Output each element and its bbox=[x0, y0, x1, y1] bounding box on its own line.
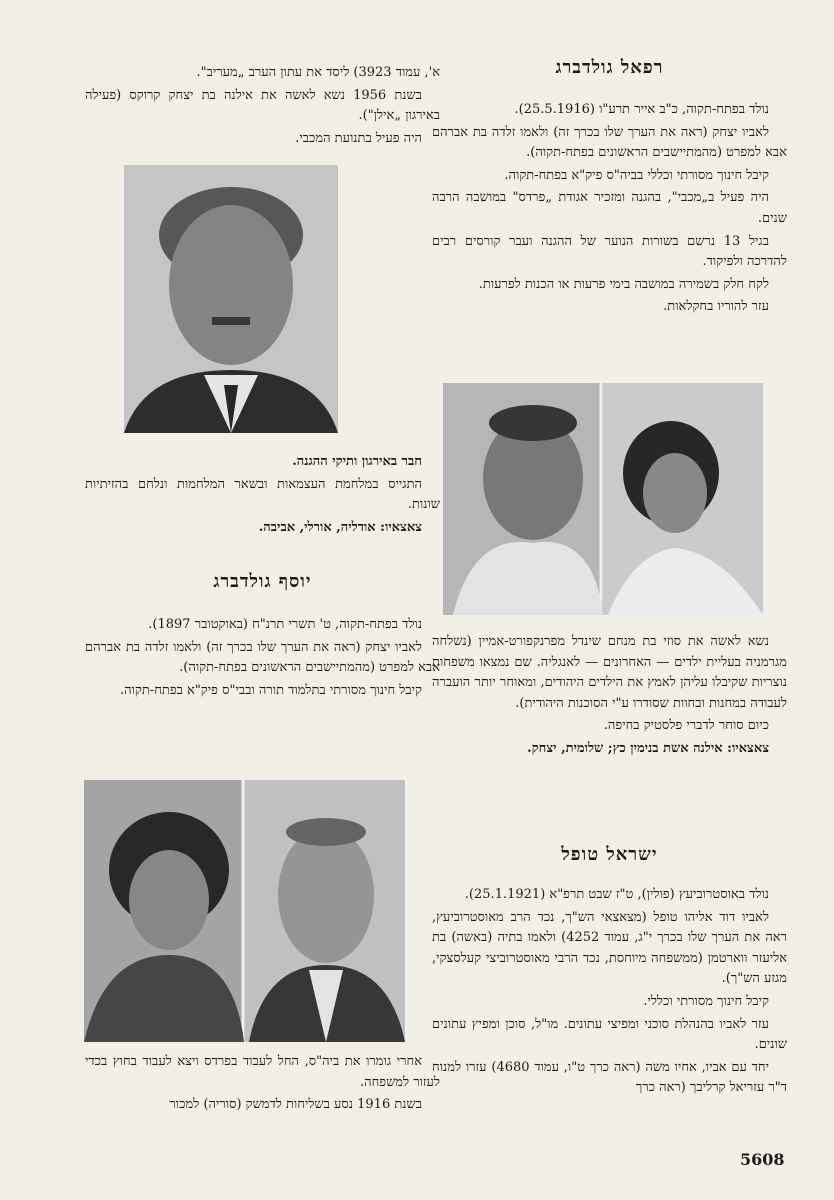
paragraph-descendants: צאצאיו: אילנה אשת בנימין כץ; שלומית, יצחק. bbox=[527, 740, 769, 756]
page-number: 5608 bbox=[740, 1150, 785, 1169]
paragraph: התגייס במלחמת העצמאות ובשאר המלחמות ונלחם בהזיתיות שונות. bbox=[85, 476, 440, 513]
paragraph: חבר באירגון ותיקי ההגנה. bbox=[292, 454, 422, 469]
couple-photo-rafael bbox=[443, 383, 763, 615]
paragraph: עזר לאביו בהנהלת סוכני ומפיצי עתונים. מו"ל, סוכן ומפיץ עתונים שונים. bbox=[432, 1016, 787, 1053]
paragraph: נשא לאשה את סוזי בת מנחם שינדל מפרנקפורט-אמיין (נשלחה מגרמניה בעליית ילדים — האחרונים — לאנגליה. שם נמצאו משפחות נוצריות שקיבלו עליהן לאמץ את הילדים היהודים, ומאוחר יותר הועברה לעבודה במחנות ובחוות שסודרו ע"י הסוכנות היהודית). bbox=[432, 634, 787, 711]
portrait-photo-man bbox=[124, 165, 338, 433]
paragraph: בשנת 1916 נסע בשליחות לדמשק (סוריה) למכור bbox=[169, 1097, 422, 1113]
paragraph: קיבל חינוך מסורתי וכללי. bbox=[643, 993, 769, 1009]
paragraph: לאביו יצחק (ראה את הערך שלו בכרך זה) ולאמו זלדה בת אברהם אבא למפרט (מהמתיישבים הראשונים בפתח-תקוה). bbox=[85, 639, 440, 676]
paragraph: עזר להוריו בחקלאות. bbox=[663, 299, 769, 315]
paragraph: נולד בפתח-תקוה, כ"ב אייר תרע"ו (25.5.1916). bbox=[514, 102, 769, 117]
paragraph: לאביו דוד אליהו טופל (מצאצאי הש"ך, נכד הרב מאוסטרוביעץ, ראה את הערך שלו בכרך י"ג, עמוד 4252) ולאמו בתיה (באשה) בת אליעזר ווארטמן (ממשפחה מיוחסת, נכד הרבי מאוסטרוביצי קעלסצקי, מגזע הש"ך). bbox=[432, 909, 787, 987]
portrait-photo-graphic bbox=[124, 165, 338, 433]
paragraph: כיום סוחר לדברי פלסטיק בחיפה. bbox=[603, 718, 769, 734]
paragraph: א', עמוד 3923) ליסד את עתון הערב „מעריב". bbox=[196, 65, 440, 80]
paragraph: בגיל 13 נרשם בשורות הנוער של ההגנה ועבר קורסים רבים להדרכה ולפיקוד. bbox=[432, 233, 787, 270]
paragraph: יחד עם אביו, אחיו משה (ראה כרך ט"ו, עמוד 4680) עזרו למנוח ד"ר עזריאל קרליבך (ראה כרך bbox=[432, 1059, 787, 1096]
paragraph-descendants: צאצאיו: אודליה, אורלי, אביבה. bbox=[258, 519, 422, 535]
paragraph: קיבל חינוך מסורתי בתלמוד תורה ובבי"ס פיק"א בפתח-תקוה. bbox=[119, 682, 422, 698]
couple-photo-graphic bbox=[443, 383, 763, 615]
couple-photo-graphic-2 bbox=[84, 780, 405, 1042]
heading-rafael-goldberg: רפאל גולדברג bbox=[555, 57, 664, 78]
paragraph: לאביו יצחק (ראה את הערך שלו בכרך זה) ולאמו זלדה בת אברהם אבא למפרט (מהמתיישבים הראשונים בפתח-תקוה). bbox=[432, 124, 787, 161]
paragraph: קיבל חינוך מסורתי וכללי בביה"ס פיק"א בפתח-תקוה. bbox=[504, 167, 769, 183]
heading-israel-topel: ישראל טופל bbox=[561, 844, 658, 865]
heading-yosef-goldberg: יוסף גולדברג bbox=[213, 571, 312, 592]
paragraph: בשנת 1956 נשא לאשה את אילנה בת יצחק קרוקס (פעילה באירגון „אילן"). bbox=[85, 87, 440, 124]
paragraph: אחרי גומרו את ביה"ס, החל לעבוד בפרדס ויצא לעבוד בחוץ בכדי לעזור למשפחה. bbox=[85, 1054, 440, 1090]
paragraph: היה פעיל ב„מכבי", בהגנה ומזכיר אגודת „פרדס" במושבה הרבה שנים. bbox=[432, 190, 787, 226]
paragraph: היה פעיל בתנועת המכבי. bbox=[295, 130, 422, 146]
paragraph: נולד באוסטרוביעץ (פולין), ט"ז שבט תרפ"א (25.1.1921). bbox=[464, 887, 769, 902]
couple-photo-yosef bbox=[84, 780, 405, 1042]
paragraph: נולד בפתח-תקוה, ט' תשרי תרנ"ח (באוקטובר 1897). bbox=[148, 617, 422, 632]
paragraph: לקח חלק בשמירה במושבה בימי פרעות או הכנות לפרעות. bbox=[478, 276, 769, 292]
